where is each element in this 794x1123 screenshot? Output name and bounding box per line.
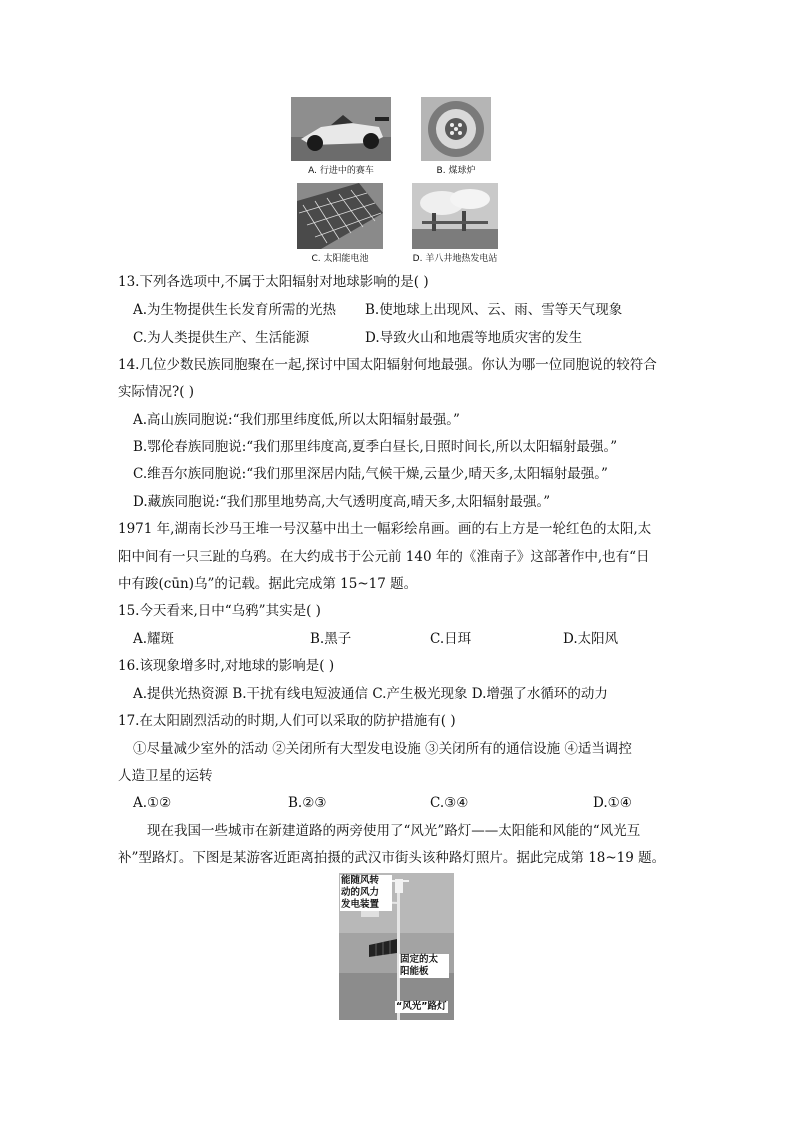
lamp-name-label: “风光”路灯 xyxy=(396,1001,447,1012)
q13-option-c: C.为人类提供生产、生活能源 xyxy=(133,330,310,346)
caption-d: D. 羊八井地热发电站 xyxy=(412,254,498,264)
q17-items-line1: ①尽量减少室外的活动 ②关闭所有大型发电设施 ③关闭所有的通信设施 ④适当调控 xyxy=(133,741,632,757)
q15-option-b: B.黑子 xyxy=(310,631,352,647)
q14-option-c: C.维吾尔族同胞说:“我们那里深居内陆,气候干燥,云量少,晴天多,太阳辐射最强。” xyxy=(133,466,608,482)
geothermal-plant-photo xyxy=(412,183,498,249)
q17-items-line2: 人造卫星的运转 xyxy=(118,768,213,784)
solar-panel-label xyxy=(399,954,449,978)
q17-option-a: A.①② xyxy=(133,795,172,811)
passage2-line2: 补”型路灯。下图是某游客近距离拍摄的武汉市街头该种路灯照片。据此完成第 18~19 题。 xyxy=(118,850,666,866)
caption-a: A. 行进中的赛车 xyxy=(308,166,374,176)
panel-label-line2: 阳能板 xyxy=(400,966,429,977)
q17-option-b: B.②③ xyxy=(288,795,327,811)
caption-b: B. 煤球炉 xyxy=(436,166,476,176)
passage1-line1: 1971 年,湖南长沙马王堆一号汉墓中出土一幅彩绘帛画。画的右上方是一轮红色的太阳,太 xyxy=(118,521,652,537)
wind-label-line3: 发电装置 xyxy=(341,899,380,910)
q14-option-b: B.鄂伦春族同胞说:“我们那里纬度高,夏季白昼长,日照时间长,所以太阳辐射最强。” xyxy=(133,439,618,455)
q16-stem: 16.该现象增多时,对地球的影响是( ) xyxy=(118,658,335,674)
q14-stem-line1: 14.几位少数民族同胞聚在一起,探讨中国太阳辐射何地最强。你认为哪一位同胞说的较符合 xyxy=(118,357,657,373)
q17-option-c: C.③④ xyxy=(430,795,469,811)
caption-c: C. 太阳能电池 xyxy=(311,254,369,264)
q15-stem: 15.今天看来,日中“乌鸦”其实是( ) xyxy=(118,603,321,619)
q15-option-d: D.太阳风 xyxy=(563,631,619,647)
q17-option-d: D.①④ xyxy=(593,795,632,811)
q13-option-a: A.为生物提供生长发育所需的光热 xyxy=(133,302,337,318)
q15-option-c: C.日珥 xyxy=(430,631,472,647)
q13-stem: 13.下列各选项中,不属于太阳辐射对地球影响的是( ) xyxy=(118,274,429,290)
wind-label-line2: 动的风力 xyxy=(341,887,380,898)
q15-option-a: A.耀斑 xyxy=(133,631,175,647)
coal-stove-photo xyxy=(421,97,491,161)
q13-option-d: D.导致火山和地震等地质灾害的发生 xyxy=(365,330,583,346)
q13-option-b: B.使地球上出现风、云、雨、雪等天气现象 xyxy=(365,302,623,318)
solar-panel-photo xyxy=(297,183,383,249)
passage1-line3: 中有踆(cūn)乌”的记载。据此完成第 15~17 题。 xyxy=(118,576,418,592)
q14-stem-line2: 实际情况?( ) xyxy=(118,384,195,400)
passage2-line1: 现在我国一些城市在新建道路的两旁使用了“风光”路灯——太阳能和风能的“风光互 xyxy=(147,823,641,839)
q17-stem: 17.在太阳剧烈活动的时期,人们可以采取的防护措施有( ) xyxy=(118,713,456,729)
panel-label-line1: 固定的太 xyxy=(400,954,439,965)
passage1-line2: 阳中间有一只三趾的乌鸦。在大约成书于公元前 140 年的《淮南子》这部著作中,也有“日 xyxy=(118,549,650,565)
wind-label-line1: 能随风转 xyxy=(341,875,380,886)
racing-car-photo xyxy=(291,97,391,161)
q14-option-d: D.藏族同胞说:“我们那里地势高,大气透明度高,晴天多,太阳辐射最强。” xyxy=(133,494,551,510)
q16-options: A.提供光热资源 B.干扰有线电短波通信 C.产生极光现象 D.增强了水循环的动力 xyxy=(133,686,608,702)
wind-device-label xyxy=(340,875,392,911)
q14-option-a: A.高山族同胞说:“我们那里纬度低,所以太阳辐射最强。” xyxy=(133,412,460,428)
